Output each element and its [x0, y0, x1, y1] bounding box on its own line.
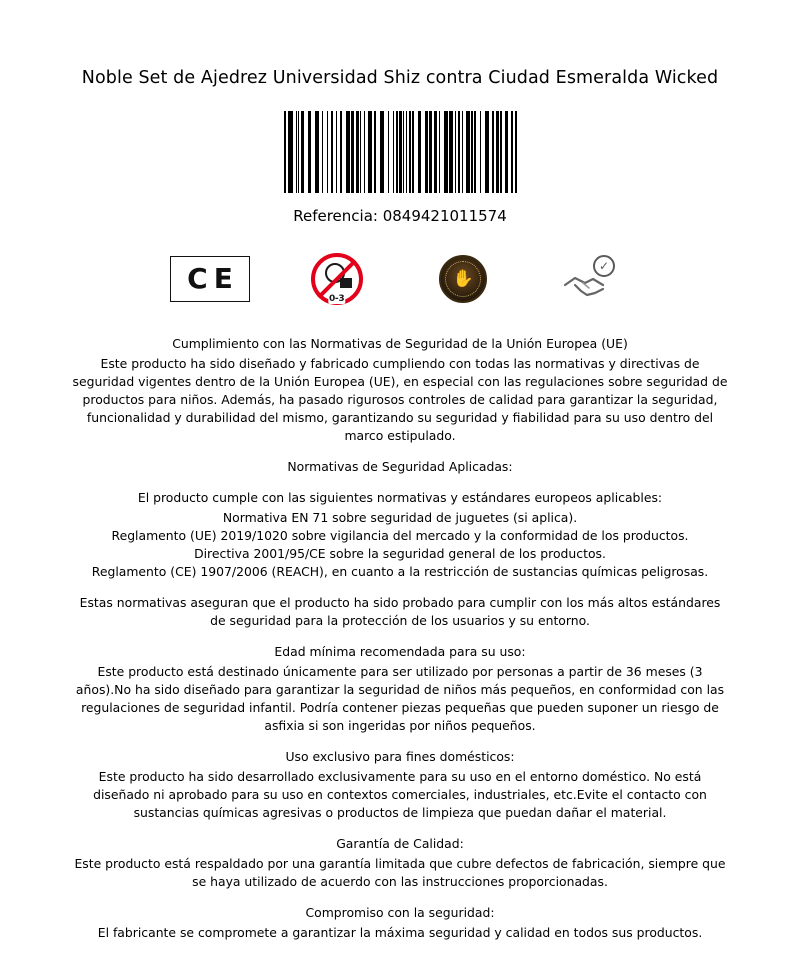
standard-item: Directiva 2001/95/CE sobre la seguridad general de los productos. [194, 545, 606, 561]
applied-standards-heading: Normativas de Seguridad Aplicadas: [287, 458, 513, 474]
page-title: Noble Set de Ajedrez Universidad Shiz contra Ciudad Esmeralda Wicked [81, 68, 719, 88]
domestic-use-heading: Uso exclusivo para fines domésticos: [285, 748, 515, 764]
standards-closing: Estas normativas aseguran que el producto ha sido probado para cumplir con los más altos estándares de seguridad para la protección de los usuarios y su entorno. [79, 594, 721, 628]
toy-blocks [340, 278, 352, 288]
standards-list [70, 509, 730, 581]
quality-seal-icon [439, 255, 487, 303]
reference-number: Referencia: 0849421011574 [293, 207, 507, 225]
quality-seal-cell [423, 251, 503, 307]
barcode-block [284, 111, 517, 225]
ce-letter-e: E [213, 262, 233, 295]
barcode-image [284, 111, 517, 193]
domestic-use-body: Este producto ha sido desarrollado exclusivamente para su uso en el entorno doméstico. No está diseñado ni aprobado para su uso en contextos comerciales, industriales, etc.Evite el contacto con sustancias químicas agresivas o productos de limpieza que puedan dañar el material. [93, 768, 707, 820]
commitment-body: El fabricante se compromete a garantizar la máxima seguridad y calidad en todos sus productos. [97, 924, 703, 940]
warranty-body: Este producto está respaldado por una garantía limitada que cubre defectos de fabricación, siempre que se haya utilizado de acuerdo con las instrucciones proporcionadas. [74, 855, 726, 889]
handshake-approved-icon [563, 255, 617, 303]
handshake-cell [550, 251, 630, 307]
eu-compliance-heading: Cumplimiento con las Normativas de Seguridad de la Unión Europea (UE) [172, 336, 628, 351]
age-label: 0-3 [328, 294, 345, 304]
commitment-heading: Compromiso con la seguridad: [305, 904, 495, 920]
eu-compliance-body: Este producto ha sido diseñado y fabricado cumpliendo con todas las normativas y directivas de seguridad vigentes dentro de la Unión Europea (UE), en especial con las regulaciones sobre seguridad de productos para niños. Además, ha pasado rigurosos controles de calidad para garantizar la seguridad, funcionalidad y durabilidad del mismo, garantizando su seguridad y fiabilidad para su uso dentro del marco estipulado. [72, 355, 728, 443]
ce-mark-icon [170, 256, 250, 302]
no-children-under-three-icon [311, 253, 363, 305]
standard-item: Reglamento (CE) 1907/2006 (REACH), en cuanto a la restricción de sustancias químicas peligrosas. [91, 563, 709, 579]
min-age-heading: Edad mínima recomendada para su uso: [274, 643, 526, 659]
standard-item: Reglamento (UE) 2019/1020 sobre vigilancia del mercado y la conformidad de los productos. [111, 527, 689, 543]
certification-icon-row [170, 251, 630, 307]
age-restriction-cell [297, 251, 377, 307]
check-badge: ✓ [593, 255, 615, 277]
seal-hand-glyph: ✋ [452, 268, 474, 289]
legal-text-body [70, 335, 730, 955]
min-age-body: Este producto está destinado únicamente para ser utilizado por personas a partir de 36 meses (3 años).No ha sido diseñado para garantizar la seguridad de niños más pequeños, en conformidad con las regulaciones de seguridad infantil. Podría contener piezas pequeñas que pueden suponer un riesgo de asfixia si son ingeridas por niños pequeños. [75, 663, 725, 733]
warranty-heading: Garantía de Calidad: [336, 835, 464, 851]
ce-mark-cell [170, 251, 250, 307]
applied-standards-intro: El producto cumple con las siguientes normativas y estándares europeos aplicables: [137, 489, 663, 505]
ce-letter-c: C [187, 262, 208, 295]
standard-item: Normativa EN 71 sobre seguridad de juguetes (si aplica). [222, 509, 578, 525]
